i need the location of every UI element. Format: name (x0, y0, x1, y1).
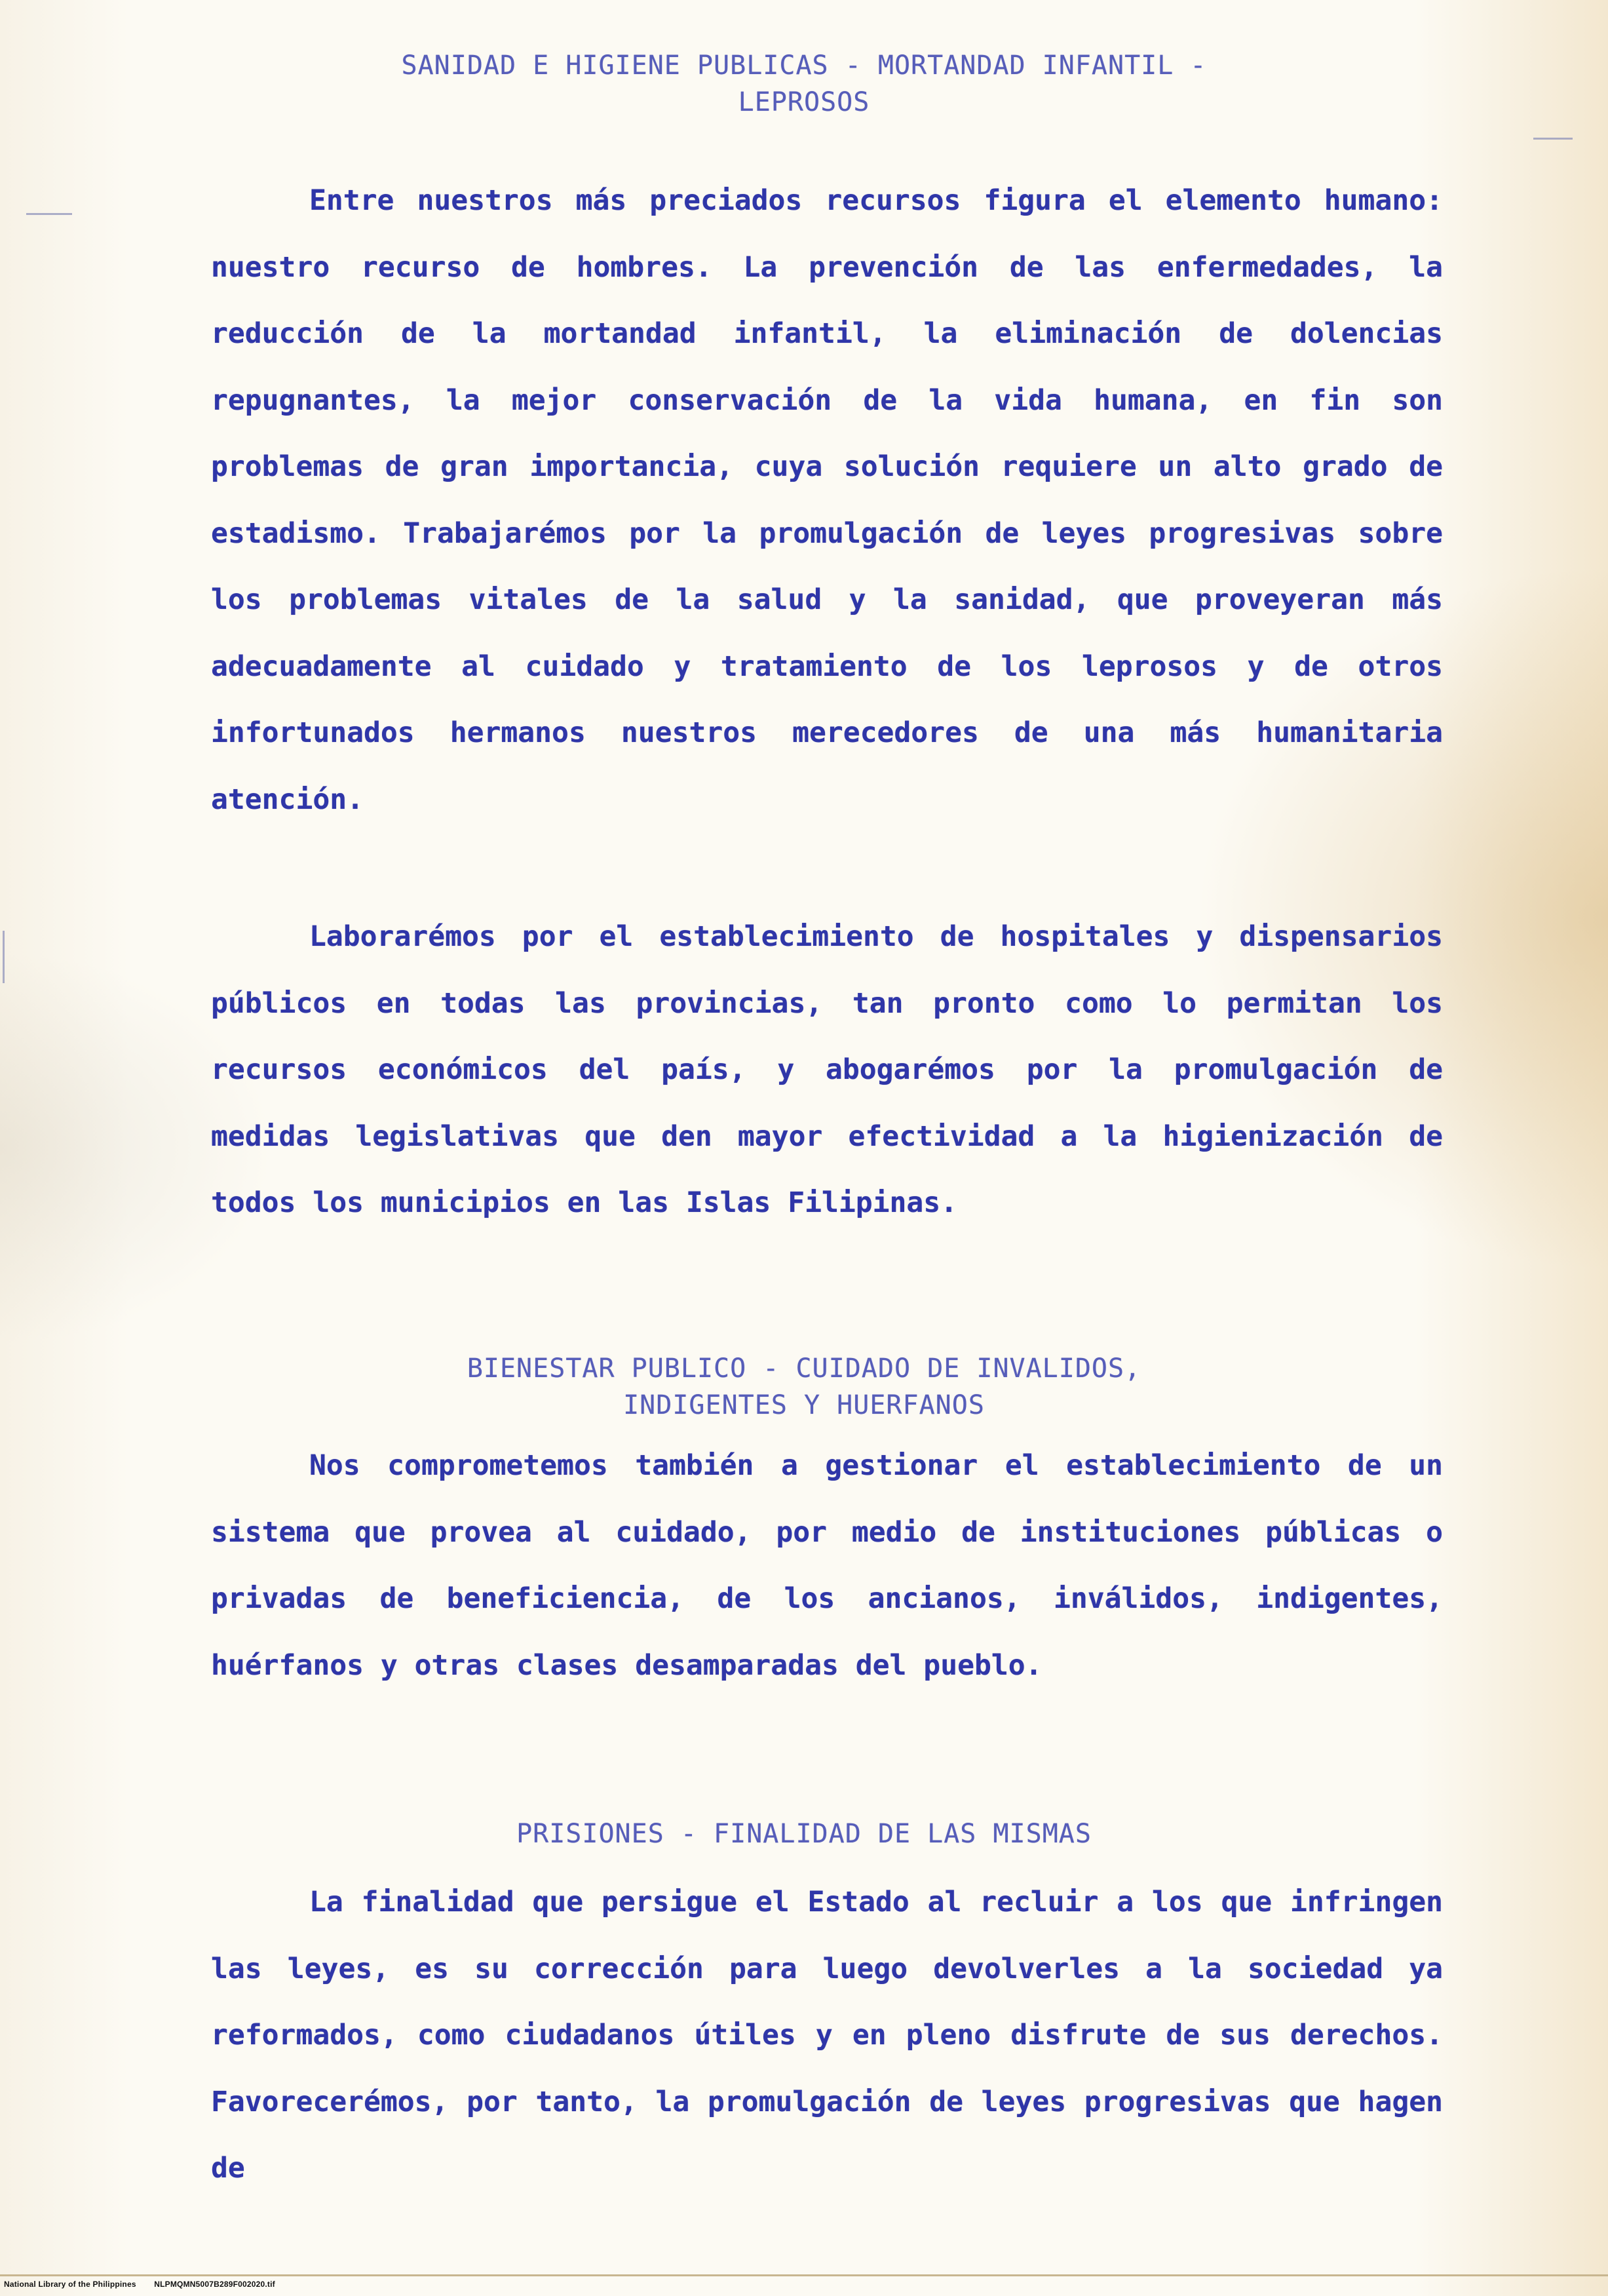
paragraph-bienestar (211, 1433, 1443, 1699)
heading-sanidad-line-2: LEPROSOS (738, 87, 870, 117)
margin-mark-right (1533, 138, 1573, 140)
heading-bienestar (0, 1350, 1608, 1424)
scan-footer (4, 2280, 291, 2289)
margin-mark-left (3, 931, 5, 983)
paragraph-hospitales (211, 904, 1443, 1237)
paragraph-4-text: La finalidad que persigue el Estado al recluir a los que infringen las leyes, es su corrección para luego devolverles a la sociedad ya reformados, como ciudadanos útiles y en pleno disfrute de sus derechos. Favorecerémos, por tanto, la promulgación de leyes progresivas que hagen de (211, 1886, 1443, 2185)
heading-sanidad (0, 47, 1608, 121)
paragraph-prisiones (211, 1869, 1443, 2202)
heading-prisiones (0, 1816, 1608, 1852)
margin-mark-top (26, 213, 72, 215)
heading-sanidad-line-1: SANIDAD E HIGIENE PUBLICAS - MORTANDAD INFANTIL - (401, 50, 1207, 81)
heading-bienestar-line-1: BIENESTAR PUBLICO - CUIDADO DE INVALIDOS, (467, 1353, 1141, 1384)
paragraph-1-text: Entre nuestros más preciados recursos figura el elemento humano: nuestro recurso de hombres. La prevención de las enfermedades, la reducción de la mortandad infantil, la eliminación de dolencias repugnantes, la mejor conservación de la vida humana, en fin son problemas de gran importancia, cuya solución requiere un alto grado de estadismo. Trabajarémos por la promulgación de leyes progresivas sobre los problemas vitales de la salud y la sanidad, que proveyeran más adecuadamente al cuidado y tratamiento de los leprosos y de otros infortunados hermanos nuestros merecedores de una más humanitaria atención. (211, 184, 1443, 816)
paragraph-2-text: Laborarémos por el establecimiento de hospitales y dispensarios públicos en todas las provincias, tan pronto como lo permitan los recursos económicos del país, y abogarémos por la promulgación de medidas legislativas que den mayor efectividad a la higienización de todos los municipios en las Islas Filipinas. (211, 920, 1443, 1219)
footer-file-id: NLPMQMN5007B289F002020.tif (154, 2280, 275, 2289)
paragraph-3-text: Nos comprometemos también a gestionar el establecimiento de un sistema que provea al cuidado, por medio de instituciones públicas o privadas de beneficiencia, de los ancianos, inválidos, indigentes, huérfanos y otras clases desamparadas del pueblo. (211, 1449, 1443, 1682)
scan-bottom-edge (0, 2274, 1608, 2276)
heading-prisiones-line: PRISIONES - FINALIDAD DE LAS MISMAS (516, 1819, 1092, 1849)
paragraph-salud (211, 168, 1443, 833)
footer-library-name: National Library of the Philippines (4, 2280, 136, 2289)
heading-bienestar-line-2: INDIGENTES Y HUERFANOS (623, 1390, 985, 1420)
